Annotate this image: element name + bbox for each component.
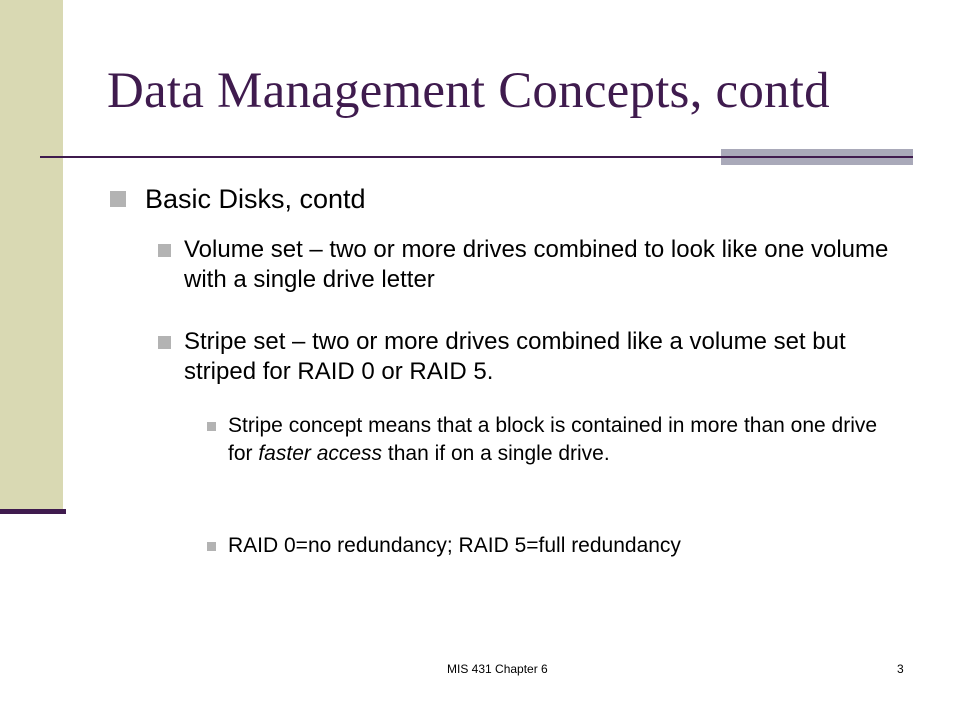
bullet-text-part: than if on a single drive. bbox=[382, 442, 610, 465]
slide-number: 3 bbox=[897, 662, 904, 676]
bullet-square-icon bbox=[158, 244, 171, 257]
bullet-square-icon bbox=[158, 336, 171, 349]
bullet-text-part: Stripe concept means that a block is contained in more than one drive for bbox=[228, 414, 878, 465]
slide-title: Data Management Concepts, contd bbox=[107, 63, 830, 119]
divider-accent-line bbox=[721, 156, 913, 158]
bullet-text bbox=[228, 412, 888, 468]
bullet-square-icon bbox=[110, 191, 126, 207]
bullet-text: RAID 0=no redundancy; RAID 5=full redundancy bbox=[228, 534, 681, 557]
bullet-square-icon bbox=[207, 422, 216, 431]
sidebar-accent-bar bbox=[0, 509, 66, 514]
bullet-square-icon bbox=[207, 542, 216, 551]
left-sidebar-band bbox=[0, 0, 63, 512]
emphasis-text: faster access bbox=[258, 442, 383, 465]
slide-footer: MIS 431 Chapter 6 bbox=[447, 662, 548, 676]
bullet-text: Basic Disks, contd bbox=[145, 184, 366, 214]
bullet-text: Stripe set – two or more drives combined like a volume set but striped for RAID 0 or RAID 5. bbox=[184, 328, 846, 385]
bullet-text: Volume set – two or more drives combined to look like one volume with a single drive letter bbox=[184, 236, 889, 293]
